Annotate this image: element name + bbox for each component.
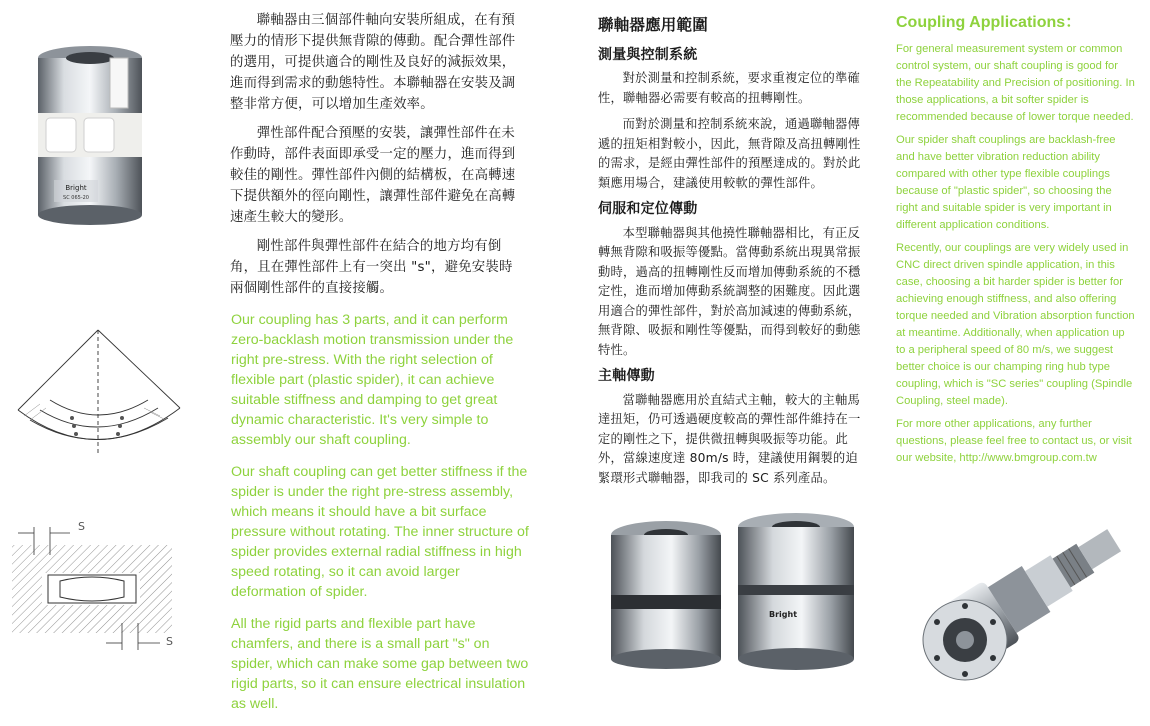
en-applications-paragraph-3: Recently, our couplings are very widely used in CNC direct driven spindle application, in this case, choosing a bit harder spider is better for achieving enough stiffness, and also offering torque needed and Vibration absorption function at meantime. Additionally, when application up to a peripheral speed of 80 m/s, we suggest better choice is our champing ring hub type coupling, which is "SC series" coupling (Spindle Coupling, steel made). — [896, 242, 1135, 407]
spindle-photo — [905, 490, 1145, 690]
en-applications-title: Coupling Applications： — [896, 14, 1082, 31]
zh-applications-column — [598, 12, 866, 495]
zh-intro-paragraph-3: 剛性部件與彈性部件在結合的地方均有倒角，且在彈性部件上有一突出 "s"，避免安裝時兩個剛性部件的直接接觸。 — [230, 239, 513, 296]
zh-intro-column — [230, 10, 526, 307]
zh-spindle-heading: 主軸傳動 — [598, 368, 655, 384]
zh-measurement-paragraph-1: 對於測量和控制系統，要求重複定位的準確性，聯軸器必需要有較高的扭轉剛性。 — [598, 71, 861, 105]
s-gap-diagram — [10, 515, 185, 660]
en-applications-column — [896, 14, 1136, 473]
coupling-photo — [20, 40, 160, 230]
zh-intro-paragraph-1: 聯軸器由三個部件軸向安裝所組成，在有預壓力的情形下提供無背隙的傳動。配合彈性部件的選用，可提供適合的剛性及良好的減振效果，進而得到需求的動態特性。本聯軸器在安裝及調整非常方便，可以增加生產效率。 — [230, 13, 516, 112]
zh-measurement-heading: 測量與控制系統 — [598, 46, 698, 63]
s-label-bottom: S — [166, 635, 173, 648]
zh-measurement-paragraph-2: 而對於測量和控制系統來說，通過聯軸器傳遞的扭矩相對較小，因此，無背隙及高扭轉剛性的需求，是經由彈性部件的預壓達成的。對於此類應用場合，建議使用較軟的彈性部件。 — [598, 117, 861, 190]
zh-servo-paragraph: 本型聯軸器與其他撓性聯軸器相比，有正反轉無背隙和吸振等優點。當傳動系統出現異常振動時，過高的扭轉剛性反而增加傳動系統的不穩定性，進而增加傳動系統調整的困難度。因此選用適合的彈性部件，對於高加減速的傳動系統，無背隙、吸振和剛性等優點，而得到較好的動態特性。 — [598, 225, 861, 357]
coupling-pair-photo — [598, 505, 866, 685]
en-applications-paragraph-4: For more other applications, any further questions, please feel free to contact us, or visit our website, http://www.bmgroup.com.tw — [896, 418, 1132, 464]
en-intro-paragraph-2: Our shaft coupling can get better stiffness if the spider is under the right pre-stress assembly, which means it should have a bit surface pressure without rotating. The inner structure of spider provides external radial stiffness in high speed rotating, so it can avoid larger deformation of spider. — [231, 464, 529, 600]
en-intro-column — [231, 310, 529, 726]
en-applications-paragraph-2: Our spider shaft couplings are backlash-free and have better vibration reduction ability compared with other type flexible couplings because of "plastic spider", so choosing the right and suitable spider is very important in different application conditions. — [896, 134, 1116, 231]
zh-intro-paragraph-2: 彈性部件配合預壓的安裝，讓彈性部件在未作動時，部件表面即承受一定的壓力，進而得到較佳的剛性。彈性部件內側的結構板，在高轉速下提供額外的徑向剛性，讓彈性部件避免在高轉速產生較大的變形。 — [230, 126, 516, 225]
en-intro-paragraph-1: Our coupling has 3 parts, and it can perform zero-backlash motion transmission under the right pre-stress. With the right selection of flexible part (plastic spider), it can achieve suitable stiffness and damping to get great dynamic characteristic. It's very simple to assembly our shaft coupling. — [231, 312, 514, 448]
zh-applications-title: 聯軸器應用範圍 — [598, 16, 708, 34]
en-intro-paragraph-3: All the rigid parts and flexible part have chamfers, and there is a small part "s" on spider, which can make some gap between two rigid parts, so it can ensure electrical insulation as well. — [231, 616, 529, 712]
en-applications-paragraph-1: For general measurement system or common control system, our shaft coupling is good for the Repeatability and Precision of positioning. In those applications, a bit softer spider is recommended because of lower torque needed. — [896, 43, 1135, 123]
zh-spindle-paragraph: 當聯軸器應用於直結式主軸，較大的主軸馬達扭矩，仍可透過硬度較高的彈性部件維持在一定的剛性之下，提供微扭轉與吸振等功能。此外，當線速度達 80m/s 時，建議使用鋼製的迫緊環形式聯軸器，即我司的 SC 系列產品。 — [598, 392, 861, 485]
photo-model-text: SC 065-20 — [63, 195, 89, 201]
photo-brand-text: Bright — [65, 184, 87, 192]
s-label-top: S — [78, 520, 85, 533]
pair-brand-text: Bright — [768, 610, 798, 619]
zh-servo-heading: 伺服和定位傳動 — [598, 201, 698, 217]
spider-section-diagram — [10, 320, 185, 470]
